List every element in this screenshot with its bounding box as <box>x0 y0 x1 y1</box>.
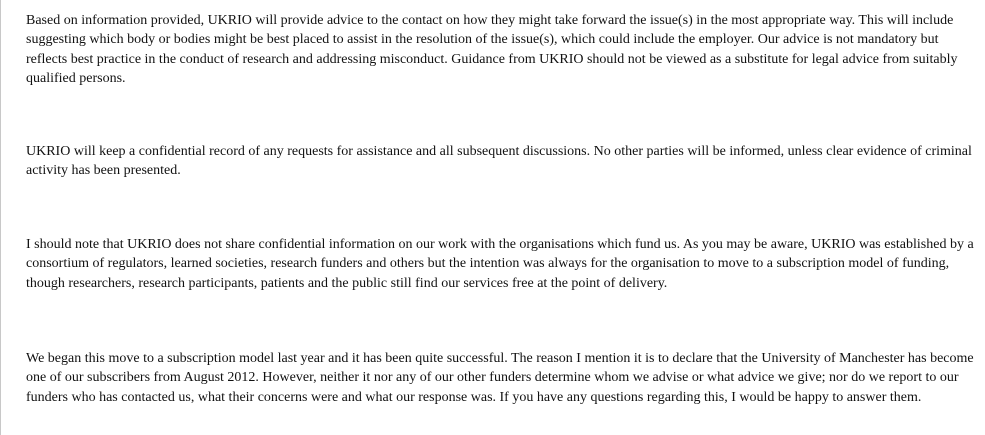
paragraph-subscription: We began this move to a subscription model last year and it has been quite successful. The reason I mention it is to declare that the University of Manchester has become one of our subscribers from August 2012. However, neither it nor any of our other funders determine whom we advise or what advice we give; nor do we report to our funders who has contacted us, what their concerns were and what our response was. If you have any questions regarding this, I would be happy to answer them. <box>26 351 974 405</box>
paragraph-confidential-record: UKRIO will keep a confidential record of any requests for assistance and all subsequent discussions. No other parties will be informed, unless clear evidence of criminal activity has been presented. <box>26 144 972 179</box>
paragraph-advice: Based on information provided, UKRIO will provide advice to the contact on how they might take forward the issue(s) in the most appropriate way. This will include suggesting which body or bodies might be best placed to assist in the resolution of the issue(s), which could include the employer. Our advice is not mandatory but reflects best practice in the conduct of research and addressing misconduct. Guidance from UKRIO should not be viewed as a substitute for legal advice from suitably qualified persons. <box>26 13 958 86</box>
paragraph-funding: I should note that UKRIO does not share confidential information on our work with the organisations which fund us. As you may be aware, UKRIO was established by a consortium of regulators, learned societies, research funders and others but the intention was always for the organisation to move to a subscription model of funding, though researchers, research participants, patients and the public still find our services free at the point of delivery. <box>26 237 974 291</box>
